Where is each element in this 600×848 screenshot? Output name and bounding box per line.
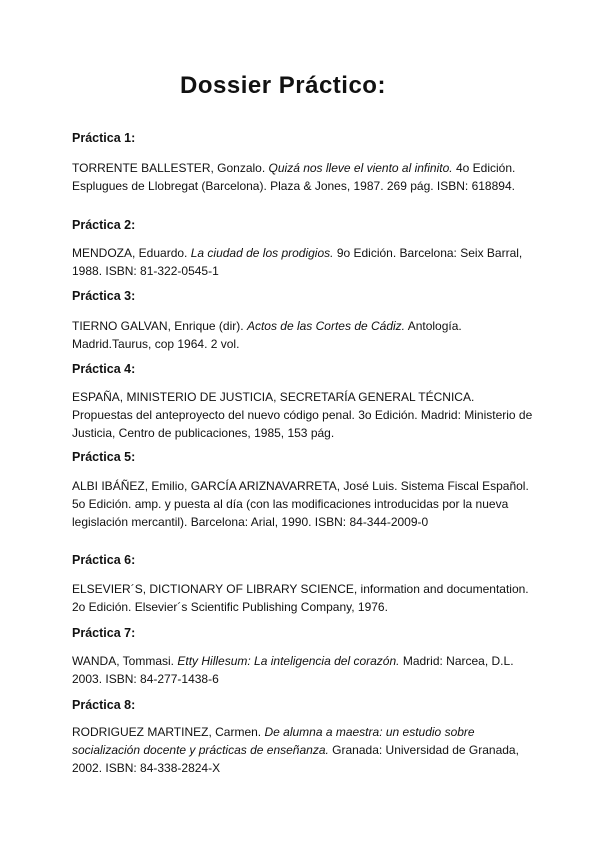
reference-title: Quizá nos lleve el viento al infinito. bbox=[268, 161, 453, 175]
bibliographic-reference bbox=[72, 159, 534, 195]
bibliographic-reference bbox=[72, 652, 534, 688]
practice-heading: Práctica 7: bbox=[72, 626, 136, 640]
practice-heading: Práctica 2: bbox=[72, 218, 136, 232]
reference-text: TORRENTE BALLESTER, Gonzalo. bbox=[72, 161, 269, 175]
reference-text: ELSEVIER´S, DICTIONARY OF LIBRARY SCIENCE, information and documentation. 2o Edición. Elsevier´s Scientific Publishing Company, 1976. bbox=[72, 582, 529, 614]
reference-text: TIERNO GALVAN, Enrique (dir). bbox=[72, 319, 247, 333]
practice-heading: Práctica 4: bbox=[72, 362, 136, 376]
bibliographic-reference bbox=[72, 388, 534, 442]
reference-title: Etty Hillesum: La inteligencia del corazón. bbox=[177, 654, 400, 668]
page-title: Dossier Práctico: bbox=[180, 72, 386, 99]
bibliographic-reference bbox=[72, 317, 534, 353]
reference-details: Antología. Madrid.Taurus, cop 1964. 2 vol. bbox=[72, 319, 462, 351]
reference-text: RODRIGUEZ MARTINEZ, Carmen. bbox=[72, 725, 265, 739]
reference-text: WANDA, Tommasi. bbox=[72, 654, 178, 668]
reference-title: La ciudad de los prodigios. bbox=[190, 246, 334, 260]
reference-details: Madrid: Narcea, D.L. 2003. ISBN: 84-277-1438-6 bbox=[72, 654, 514, 686]
reference-text: MENDOZA, Eduardo. bbox=[72, 246, 191, 260]
bibliographic-reference bbox=[72, 580, 534, 616]
reference-title: De alumna a maestra: un estudio sobre socialización docente y prácticas de enseñanza. bbox=[72, 725, 475, 757]
reference-title: Actos de las Cortes de Cádiz. bbox=[246, 319, 406, 333]
reference-text: ESPAÑA, MINISTERIO DE JUSTICIA, SECRETARÍA GENERAL TÉCNICA. Propuestas del anteproyecto del nuevo código penal. 3o Edición. Madrid: Ministerio de Justicia, Centro de publicaciones, 1985, 153 pág. bbox=[72, 390, 533, 440]
reference-text: ALBI IBÁÑEZ, Emilio, GARCÍA ARIZNAVARRETA, José Luis. Sistema Fiscal Español. 5o Edición. amp. y puesta al día (con las modificaciones introducidas por la nueva legislación mercantil). Barcelona: Arial, 1990. ISBN: 84-344-2009-0 bbox=[72, 479, 529, 529]
practice-heading: Práctica 1: bbox=[72, 131, 136, 145]
reference-details: Granada: Universidad de Granada, 2002. ISBN: 84-338-2824-X bbox=[72, 743, 519, 775]
bibliographic-reference bbox=[72, 244, 534, 280]
practice-heading: Práctica 5: bbox=[72, 450, 136, 464]
practice-heading: Práctica 3: bbox=[72, 289, 136, 303]
reference-details: 9o Edición. Barcelona: Seix Barral, 1988. ISBN: 81-322-0545-1 bbox=[72, 246, 523, 278]
bibliographic-reference bbox=[72, 723, 534, 777]
practice-heading: Práctica 8: bbox=[72, 698, 136, 712]
reference-details: 4o Edición. Esplugues de Llobregat (Barcelona). Plaza & Jones, 1987. 269 pág. ISBN: 618894. bbox=[72, 161, 516, 193]
bibliographic-reference bbox=[72, 477, 534, 531]
practice-heading: Práctica 6: bbox=[72, 553, 136, 567]
